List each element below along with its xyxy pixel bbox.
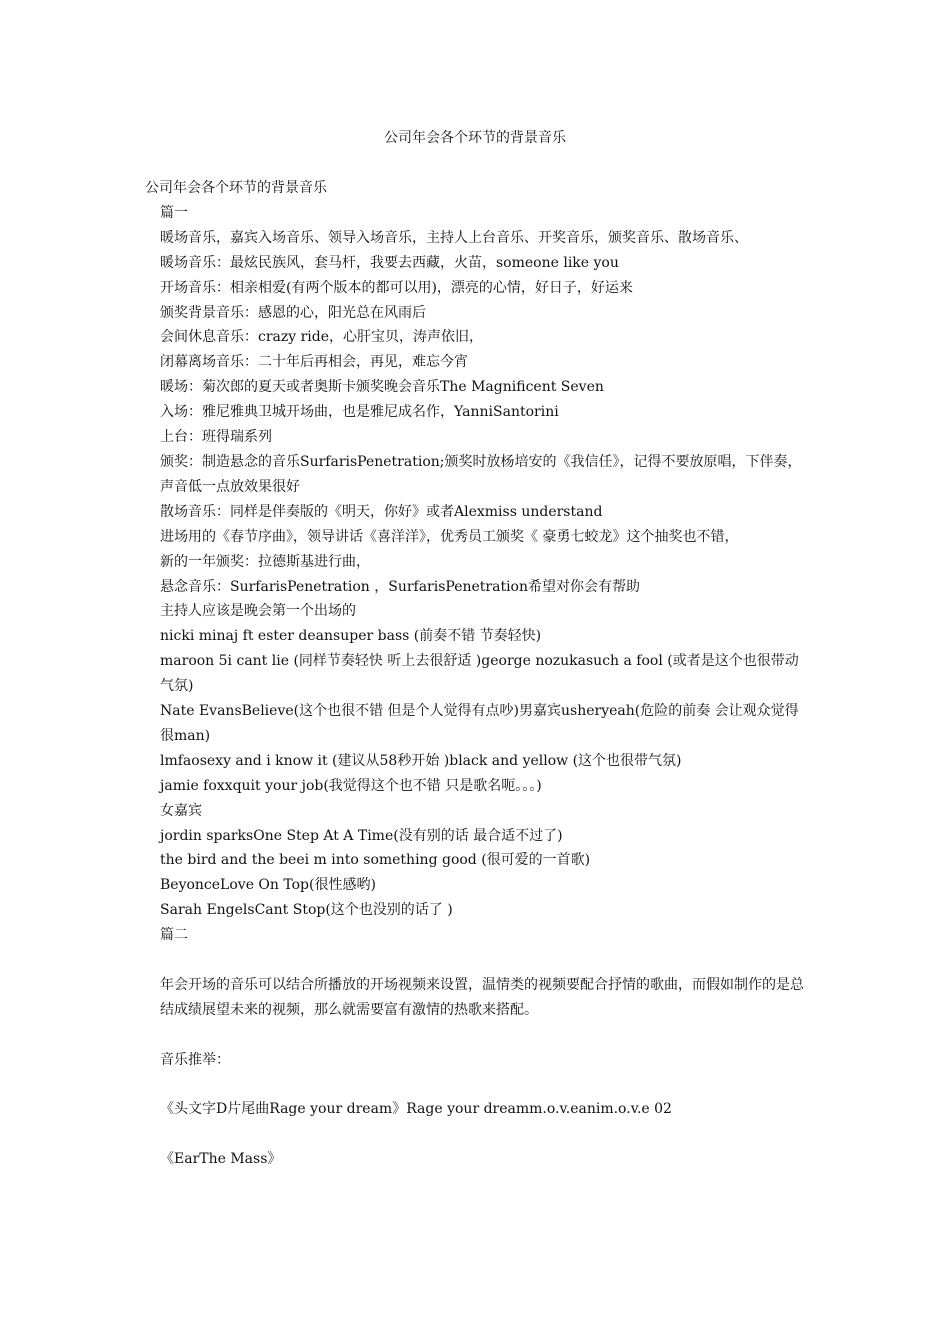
text-line: 新的一年颁奖：拉德斯基进行曲， xyxy=(160,553,370,570)
text-line: 暖场音乐：最炫民族风，套马杆，我要去西藏，火苗，someone like you xyxy=(160,254,619,271)
paragraph: 《EarThe Mass》 xyxy=(160,1151,282,1168)
text-line: 主持人应该是晚会第一个出场的 xyxy=(160,603,356,620)
song-line: lmfaosexy and i know it (建议从58秒开始 )black and yellow (这个也很带气氛) xyxy=(160,752,682,769)
section-heading: 公司年会各个环节的背景音乐 xyxy=(145,180,327,196)
paragraph: 音乐推举： xyxy=(160,1051,230,1068)
text-line: 闭幕离场音乐：二十年后再相会，再见，难忘今宵 xyxy=(160,354,468,371)
song-line: Nate EvansBelieve(这个也很不错 但是个人觉得有点吵)男嘉宾usheryeah(危险的前奏 会让观众觉得很man) xyxy=(160,703,799,744)
text-line: 暖场：菊次郎的夏天或者奥斯卡颁奖晚会音乐The Magnificent Seven xyxy=(160,379,604,396)
part-one-label: 篇一 xyxy=(160,204,188,221)
song-line: jordin sparksOne Step At A Time(没有别的话 最合适不过了) xyxy=(160,827,563,844)
text-line: 开场音乐：相亲相爱(有两个版本的都可以用)，漂亮的心情，好日子，好运来 xyxy=(160,279,633,296)
text-line: 会间休息音乐：crazy ride，心肝宝贝，涛声依旧， xyxy=(160,329,484,346)
song-line: BeyonceLove On Top(很性感哟) xyxy=(160,877,376,894)
document-title: 公司年会各个环节的背景音乐 xyxy=(384,130,566,146)
text-line: 散场音乐：同样是伴奏版的《明天，你好》或者Alexmiss understand xyxy=(160,503,603,520)
female-guest-label: 女嘉宾 xyxy=(160,802,202,819)
text-line: 暖场音乐，嘉宾入场音乐、领导入场音乐，主持人上台音乐、开奖音乐，颁奖音乐、散场音乐、 xyxy=(160,229,748,246)
text-line: 颁奖：制造悬念的音乐SurfarisPenetration;颁奖时放杨培安的《我信任》，记得不要放原唱，下伴奏，声音低一点放效果很好 xyxy=(160,453,802,495)
song-line: the bird and the beei m into something good (很可爱的一首歌) xyxy=(160,852,591,869)
song-line: maroon 5i cant lie (同样节奏轻快 听上去很舒适 )george nozukasuch a fool (或者是这个也很带动气氛) xyxy=(160,653,799,695)
song-line: Sarah EngelsCant Stop(这个也没别的话了 ) xyxy=(160,902,453,919)
paragraph: 年会开场的音乐可以结合所播放的开场视频来设置，温情类的视频要配合抒情的歌曲，而假如制作的是总结成绩展望未来的视频，那么就需要富有激情的热歌来搭配。 xyxy=(160,976,804,1018)
paragraph: 《头文字D片尾曲Rage your dream》Rage your dreamm.o.v.eanim.o.v.e 02 xyxy=(160,1101,672,1118)
text-line: 入场：雅尼雅典卫城开场曲，也是雅尼成名作，YanniSantorini xyxy=(160,404,559,421)
text-line: 进场用的《春节序曲》，领导讲话《喜洋洋》，优秀员工颁奖《 豪勇七蛟龙》这个抽奖也不错， xyxy=(160,528,739,545)
text-line: 颁奖背景音乐：感恩的心，阳光总在风雨后 xyxy=(160,304,426,321)
document-body xyxy=(145,176,807,1172)
text-line: 悬念音乐：SurfarisPenetration ，SurfarisPenetration希望对你会有帮助 xyxy=(160,578,640,595)
part-two-label: 篇二 xyxy=(160,927,188,944)
song-line: nicki minaj ft ester deansuper bass (前奏不错 节奏轻快) xyxy=(160,628,542,645)
text-line: 上台：班得瑞系列 xyxy=(160,429,272,446)
song-line: jamie foxxquit your job(我觉得这个也不错 只是歌名呃。。。) xyxy=(160,777,542,794)
